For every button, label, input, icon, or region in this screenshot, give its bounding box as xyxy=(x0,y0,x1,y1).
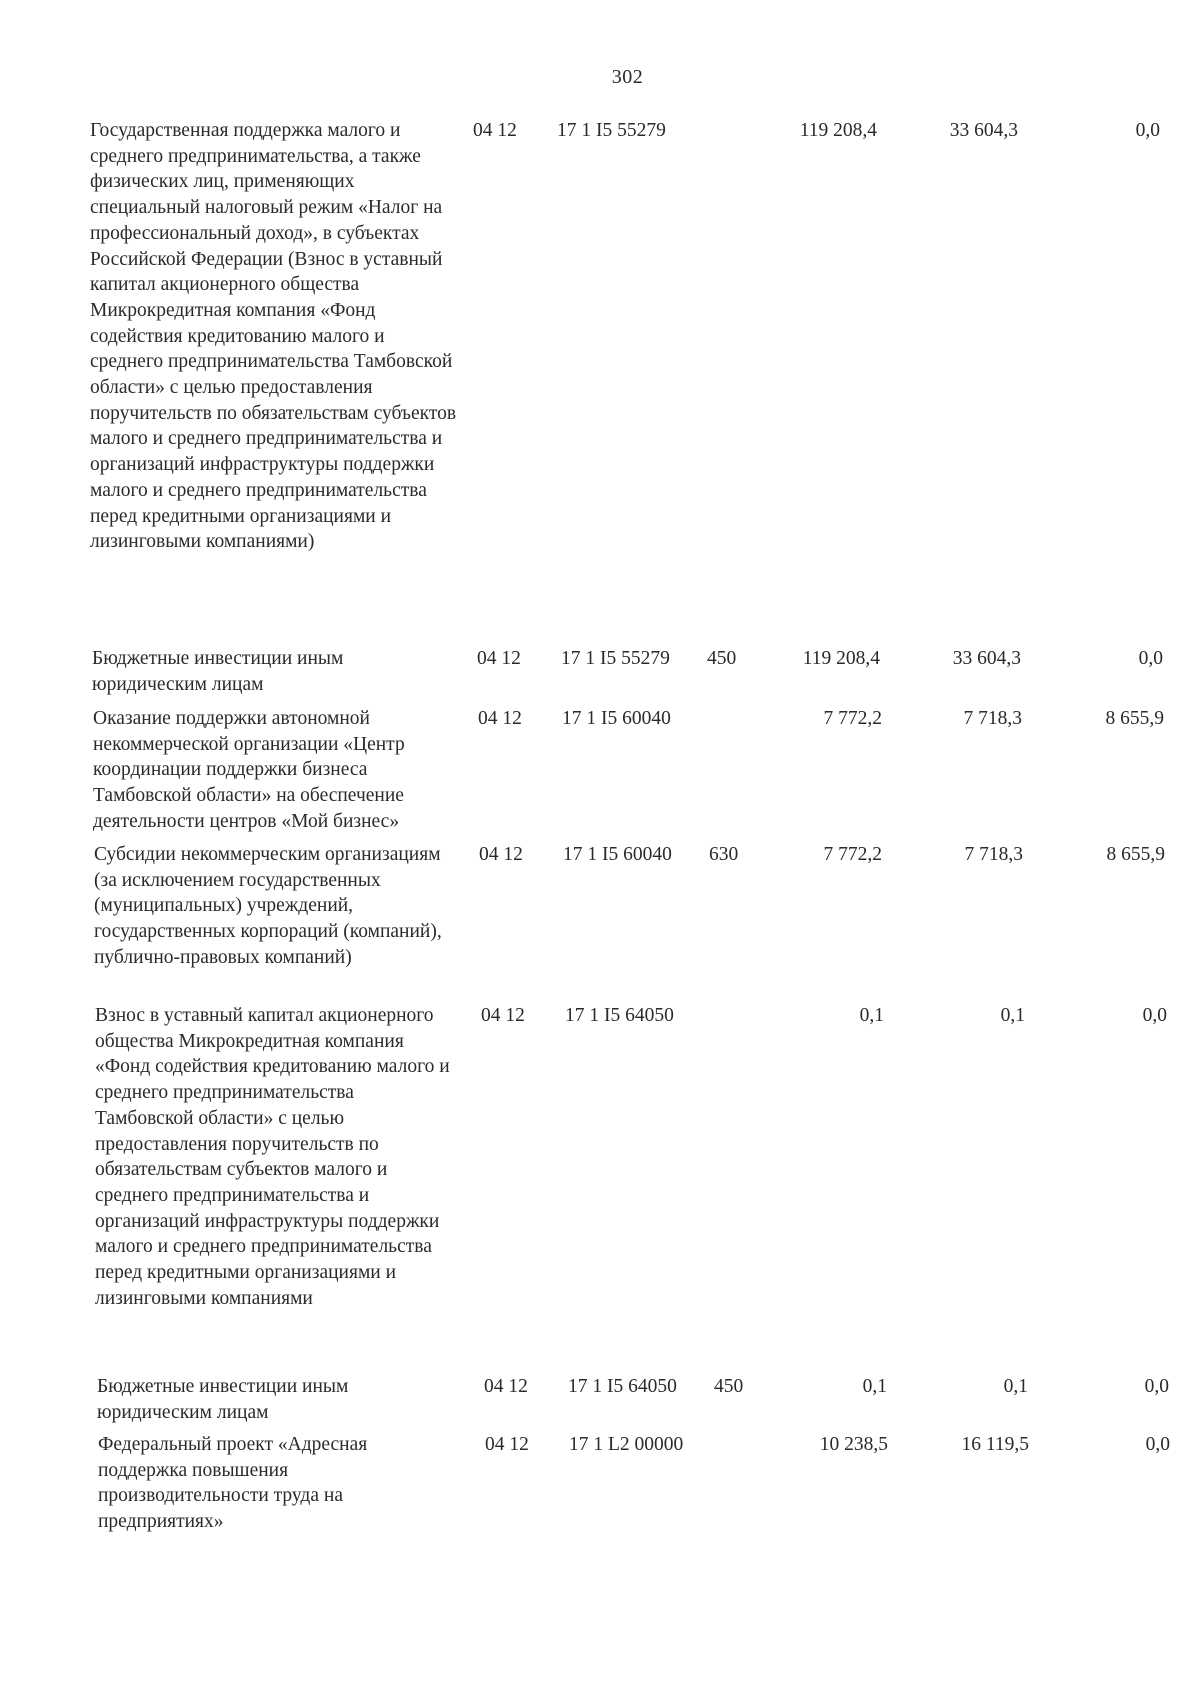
row-sum-3: 0,0 xyxy=(1135,120,1160,141)
row-sum-1: 7 772,2 xyxy=(823,844,882,865)
row-vr: 630 xyxy=(709,844,739,865)
row-csr: 17 1 I5 60040 xyxy=(562,708,671,729)
row-vr: 450 xyxy=(707,648,737,669)
row-name: Оказание поддержки автономной некоммерческой организации «Центр координации поддержки бизнеса Тамбовской области» на обеспечение деятельности центров «Мой бизнес» xyxy=(93,708,405,832)
page-number: 302 xyxy=(611,66,644,88)
row-sum-3: 8 655,9 xyxy=(1106,844,1165,865)
row-sum-3: 0,0 xyxy=(1145,1434,1170,1455)
row-csr: 17 1 I5 55279 xyxy=(557,120,666,141)
row-sum-2: 33 604,3 xyxy=(949,120,1018,141)
row-name: Взнос в уставный капитал акционерного общества Микрокредитная компания «Фонд содействия кредитованию малого и среднего предпринимательства Тамбовской области» с целью предоставления поручительств по обязательствам субъектов малого и среднего предпринимательства и организаций инфраструктуры поддержки малого и среднего предпринимательства перед кредитными организациями и лизинговыми компаниями xyxy=(95,1005,450,1309)
row-sum-1: 0,1 xyxy=(859,1005,884,1026)
row-rz-pr: 04 12 xyxy=(477,648,521,669)
row-rz-pr: 04 12 xyxy=(481,1005,525,1026)
row-csr: 17 1 I5 64050 xyxy=(565,1005,674,1026)
row-sum-1: 119 208,4 xyxy=(799,120,877,141)
row-csr: 17 1 I5 64050 xyxy=(568,1376,677,1397)
row-sum-2: 0,1 xyxy=(1000,1005,1025,1026)
row-sum-2: 0,1 xyxy=(1003,1376,1028,1397)
row-sum-3: 8 655,9 xyxy=(1105,708,1164,729)
row-rz-pr: 04 12 xyxy=(473,120,517,141)
row-csr: 17 1 L2 00000 xyxy=(569,1434,684,1455)
row-sum-3: 0,0 xyxy=(1144,1376,1169,1397)
row-sum-2: 33 604,3 xyxy=(952,648,1021,669)
row-rz-pr: 04 12 xyxy=(484,1376,528,1397)
row-name: Субсидии некоммерческим организациям (за исключением государственных (муниципальных) учреждений, государственных корпораций (компаний), публично-правовых компаний) xyxy=(94,844,442,968)
row-vr: 450 xyxy=(714,1376,744,1397)
row-sum-2: 7 718,3 xyxy=(964,844,1023,865)
row-sum-2: 7 718,3 xyxy=(963,708,1022,729)
row-name: Федеральный проект «Адресная поддержка повышения производительности труда на предприятиях» xyxy=(98,1434,368,1533)
row-csr: 17 1 I5 55279 xyxy=(561,648,670,669)
row-name: Бюджетные инвестиции иным юридическим лицам xyxy=(97,1376,349,1423)
row-sum-1: 7 772,2 xyxy=(823,708,882,729)
row-sum-1: 119 208,4 xyxy=(802,648,880,669)
row-sum-2: 16 119,5 xyxy=(961,1434,1029,1455)
row-name: Государственная поддержка малого и среднего предпринимательства, а также физических лиц, применяющих специальный налоговый режим «Налог на профессиональный доход», в субъектах Российской Федерации (Взнос в уставный капитал акционерного общества Микрокредитная компания «Фонд содействия кредитованию малого и среднего предпринимательства Тамбовской области» с целью предоставления поручительств по обязательствам субъектов малого и среднего предпринимательства и организаций инфраструктуры поддержки малого и среднего предпринимательства перед кредитными организациями и лизинговыми компаниями) xyxy=(90,120,457,553)
row-rz-pr: 04 12 xyxy=(485,1434,529,1455)
row-sum-1: 10 238,5 xyxy=(819,1434,888,1455)
row-sum-3: 0,0 xyxy=(1138,648,1163,669)
row-name: Бюджетные инвестиции иным юридическим лицам xyxy=(92,648,344,695)
row-sum-1: 0,1 xyxy=(862,1376,887,1397)
row-csr: 17 1 I5 60040 xyxy=(563,844,672,865)
row-rz-pr: 04 12 xyxy=(479,844,523,865)
row-rz-pr: 04 12 xyxy=(478,708,522,729)
row-sum-3: 0,0 xyxy=(1142,1005,1167,1026)
